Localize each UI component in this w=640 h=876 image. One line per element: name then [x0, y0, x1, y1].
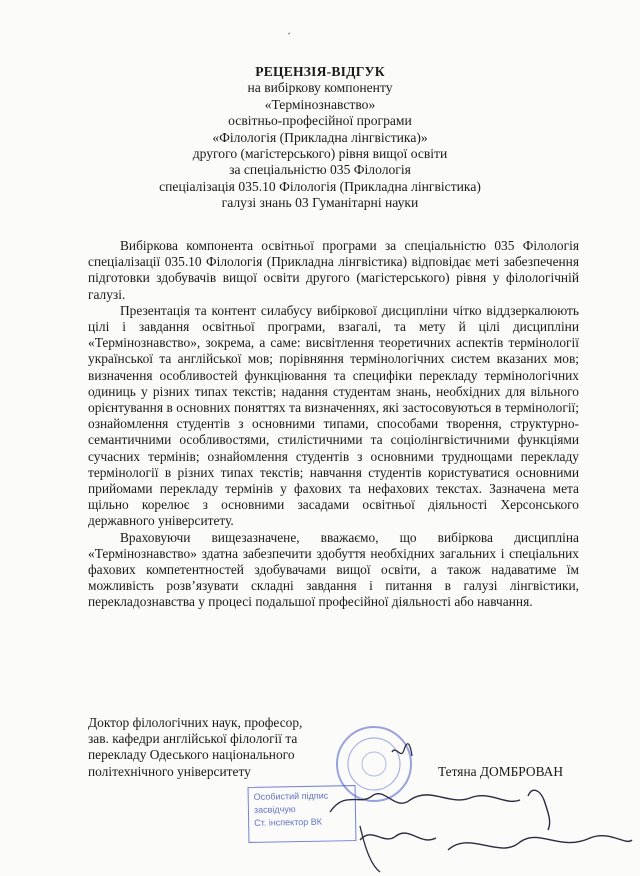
- credential-line: зав. кафедри англійської філології та: [88, 731, 298, 747]
- document-title: РЕЦЕНЗІЯ-ВІДГУК: [255, 64, 385, 79]
- review-body: [88, 238, 579, 611]
- credential-line: Доктор філологічних наук, професор,: [88, 715, 303, 730]
- reviewer-name: Тетяна ДОМБРОВАН: [438, 764, 564, 779]
- certification-stamp: [248, 785, 357, 843]
- stamp-line: Ст. інспектор ВК: [254, 816, 323, 828]
- header-line: спеціалізація 035.10 Філологія (Прикладна лінгвістика): [159, 178, 481, 194]
- credential-line: перекладу Одеського національного: [88, 747, 295, 763]
- header-line: другого (магістерського) рівня вищої освіти: [192, 146, 448, 162]
- top-mark: ´: [287, 30, 291, 44]
- header-line: «Філологія (Прикладна лінгвістика)»: [212, 129, 428, 145]
- stamp-line: Особистий підпис: [253, 790, 329, 802]
- paragraph-conformity: Вибіркова компонента освітньої програми за спеціальністю 035 Філологія спеціалізації 035.10 Філологія (Прикладна лінгвістика) відповідає меті забезпечення підготовки здобувачів вищої освіти другого (магістерського) рівня у філологічній галузі.: [88, 238, 579, 302]
- header-line: «Термінознавство»: [264, 96, 376, 112]
- document-header: [90, 64, 550, 212]
- header-line: освітньо-професійної програми: [228, 113, 412, 129]
- header-line: галузі знань 03 Гуманітарні науки: [221, 195, 419, 211]
- credential-line: політехнічного університету: [88, 763, 251, 779]
- stamp-line: засвідчую: [253, 804, 296, 815]
- reviewer-credentials: [88, 715, 302, 780]
- paragraph-syllabus-content: Презентація та контент силабусу вибіркової дисципліни чітко віддзеркалюють цілі і завдання освітньої програми, взагалі, та мету й цілі дисципліни «Термінознавство», зокрема, а саме: висвітлення теоретичних аспектів термінології української та англійської мов; порівняння термінологічних систем вказаних мов; визначення особливостей функціювання та специфіки перекладу термінологічних одиниць у різних типах текстів; надання студентам знань, необхідних для вільного орієнтування в основних поняттях та визначеннях, які застосовуються в термінології; ознайомлення студентів з основними типами, способами творення, структурно-семантичними особливостями, стилістичними та соціолінгвістичними функціями сучасних термінів; ознайомлення студентів з основними труднощами перекладу термінології в різних типах текстів; навчання студентів користуватися основними прийомами перекладу термінів у фахових та нефахових текстах. Зазначена мета щільно корелює з основними засадами освітньої діяльності Херсонського державного університету.: [88, 302, 579, 529]
- header-line: на вибіркову компоненту: [247, 80, 393, 96]
- paragraph-conclusion: Враховуючи вищезазначене, вважаємо, що вибіркова дисципліна «Термінознавство» здатна забезпечити здобуття необхідних загальних і спеціальних фахових компетентностей здобувачами вищої освіти, а також надаватиме їм можливість розв’язувати складні завдання і питання в галузі лінгвістики, перекладознавства у процесі подальшої професійної діяльності або навчання.: [88, 529, 579, 610]
- header-line: за спеціальністю 035 Філологія: [229, 162, 411, 178]
